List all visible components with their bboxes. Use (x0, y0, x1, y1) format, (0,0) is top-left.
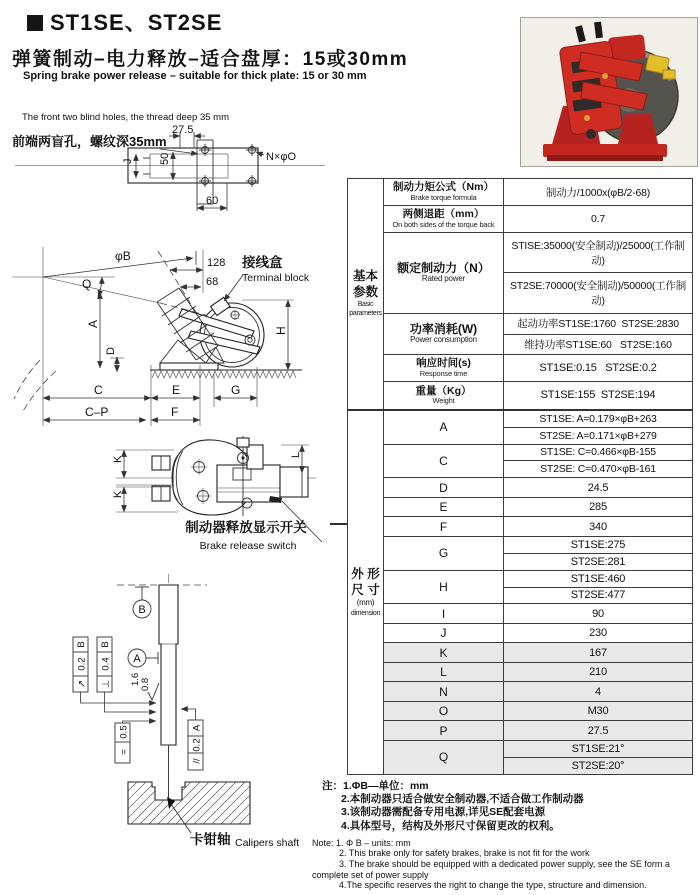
dim-label: G (384, 536, 504, 570)
d2-dim-f: F (171, 405, 179, 419)
d1-dim-j: J (122, 158, 134, 164)
row-value: ST1SE:275 (504, 536, 693, 553)
row-value: STISE:35000(安全制动)/25000(工作制动) (504, 233, 693, 273)
table-row (348, 179, 693, 206)
dim-label: K (384, 643, 504, 663)
row-value: ST1SE:0.15 ST2SE:0.2 (504, 355, 693, 382)
d4-t2-datum: B (100, 641, 111, 648)
note-en-line: 3. The brake should be equipped with a dedicated power supply, see the SE form a (339, 859, 670, 870)
d3-dim-k-upper: K (112, 455, 124, 463)
table-row (348, 497, 693, 517)
note-zh-line: 2.本制动器只适合做安全制动器,不适合做工作制动器 (341, 793, 584, 806)
row-value: 起动功率ST1SE:1760 ST2SE:2830 (504, 313, 693, 334)
group-basic-en1: Basic (357, 301, 374, 309)
brake-photo-illustration (521, 18, 697, 166)
table-row (348, 444, 693, 461)
d2-dim-128: 128 (207, 257, 226, 269)
row-value: 27.5 (504, 721, 693, 741)
d4-t4-parallel-icon: // (191, 758, 203, 764)
row-value: 制动力/1000x(φB/2-68) (504, 179, 693, 206)
group-basic-zh1: 基本 (352, 269, 378, 284)
release-switch-drawing (78, 428, 348, 560)
d1-dim-60: 60 (206, 195, 219, 207)
row-label: 制动力矩公式（Nm） Brake torque formula (384, 179, 504, 206)
table-row (348, 478, 693, 498)
calipers-shaft-drawing (55, 556, 335, 861)
table-row (348, 355, 693, 382)
row-value: ST2SE:281 (504, 553, 693, 570)
d2-dim-a: A (86, 319, 100, 328)
dim-label: Q (384, 740, 504, 774)
group-basic-en2: parameters (349, 310, 382, 318)
d4-t1-value: 0.2 (76, 657, 88, 671)
row-value: 90 (504, 604, 693, 624)
section-divider-tick (330, 523, 347, 525)
d4-t4-datum: A (191, 724, 203, 732)
row-value: 24.5 (504, 478, 693, 498)
note-zh-line: 注：1.ΦB—单位：mm (322, 780, 429, 792)
dim-label: A (384, 410, 504, 444)
d2-dim-phib: φB (115, 249, 131, 263)
d2-terminal-zh: 接线盒 (242, 255, 283, 270)
row-value: ST1SE:21° (504, 740, 693, 757)
note-en-line: 2. This brake only for safety brakes, brake is not fit for the work (339, 848, 590, 859)
dim-label: E (384, 497, 504, 517)
d1-dim-50: 50 (159, 152, 171, 165)
row-value: ST2SE:477 (504, 587, 693, 604)
d4-finish-2: 0.8 (140, 677, 151, 691)
dim-label: F (384, 517, 504, 537)
row-value: 285 (504, 497, 693, 517)
d4-t4-value: 0.2 (191, 738, 203, 752)
table-row (348, 721, 693, 741)
note-en-line: complete set of power supply (312, 869, 429, 880)
row-value: 340 (504, 517, 693, 537)
table-row (348, 701, 693, 721)
d2-dim-c: C (94, 383, 103, 397)
note-zh-line: 4.具体型号，结构及外形尺寸保留更改的权利。 (341, 819, 560, 832)
dim-label: J (384, 623, 504, 643)
d4-label-zh: 卡钳轴 (190, 832, 231, 847)
group-basic-parameters (348, 179, 384, 410)
d1-caption-zh: 前端两盲孔，螺纹深35mm (12, 134, 167, 149)
d3-label-en: Brake release switch (199, 540, 297, 552)
row-value: ST2SE: C=0.470×φB-161 (504, 461, 693, 478)
dim-label: I (384, 604, 504, 624)
page-title: ST1SE、ST2SE (50, 10, 223, 35)
d4-label-en: Calipers shaft (235, 837, 300, 849)
d3-dim-k-lower: K (112, 490, 124, 498)
table-row (348, 410, 693, 428)
group-dimensions: 外 形 尺 寸 (mm) dimension (348, 410, 384, 775)
note-zh-line: 3.该制动器需配备专用电源,详见SE配套电源 (341, 806, 546, 819)
row-value: ST1SE:155 ST2SE:194 (504, 382, 693, 410)
row-value: ST2SE:20° (504, 757, 693, 774)
row-value: 210 (504, 662, 693, 682)
row-label: 额定制动力（N） Rated power (384, 233, 504, 314)
dim-label: N (384, 682, 504, 702)
row-value: ST1SE: C=0.466×φB-155 (504, 444, 693, 461)
table-row (348, 382, 693, 410)
row-value: 维持功率ST1SE:60 ST2SE:160 (504, 334, 693, 355)
table-row (348, 206, 693, 233)
group-basic-zh2: 参数 (352, 284, 378, 299)
d2-dim-g: G (231, 383, 241, 397)
row-value: M30 (504, 701, 693, 721)
d1-caption-en: The front two blind holes, the thread deep 35 mm (22, 112, 230, 123)
row-value: 167 (504, 643, 693, 663)
table-row (348, 623, 693, 643)
d1-dim-nxo: N×φO (266, 151, 297, 163)
d4-t2-perpendicular-icon: ⊥ (100, 679, 112, 689)
row-value: 4 (504, 682, 693, 702)
blind-holes-drawing (10, 108, 340, 248)
row-value: ST1SE:460 (504, 570, 693, 587)
d1-dim-27-5: 27.5 (172, 124, 194, 136)
note-en-line: 4.The specific reserves the right to change the type, structure and dimension. (339, 880, 647, 891)
table-row (348, 517, 693, 537)
table-row (348, 682, 693, 702)
row-label: 功率消耗(W) Power consumption (384, 313, 504, 355)
row-value: 0.7 (504, 206, 693, 233)
note-en-line: Note: 1. Φ B – units: mm (312, 837, 411, 848)
table-row (348, 233, 693, 273)
d2-dim-cp: C–P (85, 405, 109, 419)
d3-dim-l: L (290, 451, 302, 458)
d4-datum-a: A (133, 653, 141, 665)
subtitle-en: Spring brake power release – suitable for thick plate: 15 or 30 mm (23, 70, 367, 82)
dim-label: O (384, 701, 504, 721)
dim-label: D (384, 478, 504, 498)
table-row (348, 570, 693, 587)
d3-label-zh: 制动器释放显示开关 (185, 520, 307, 535)
side-view-drawing (10, 245, 345, 440)
d4-datum-b: B (138, 604, 146, 616)
d2-angle-q: Q (82, 277, 92, 291)
d2-dim-d: D (105, 347, 117, 355)
notes-block (312, 780, 698, 891)
dim-label: P (384, 721, 504, 741)
d4-t1-runout-icon: ↗ (76, 680, 88, 688)
table-row (348, 313, 693, 334)
row-label: 响应时间(s) Response time (384, 355, 504, 382)
row-label: 两侧退距（mm） On both sides of the torque back (384, 206, 504, 233)
d4-t3-symmetry-icon: = (118, 749, 130, 755)
d4-t2-value: 0.4 (100, 657, 112, 671)
dim-label: L (384, 662, 504, 682)
dim-label: H (384, 570, 504, 604)
title-bullet-square (27, 15, 43, 31)
table-row (348, 740, 693, 757)
dim-label: C (384, 444, 504, 478)
subtitle-zh: 弹簧制动–电力释放–适合盘厚：15或30mm (12, 49, 409, 70)
table-row (348, 662, 693, 682)
table-row (348, 604, 693, 624)
row-value: ST1SE: A=0.179×φB+263 (504, 410, 693, 428)
row-value: 230 (504, 623, 693, 643)
table-row (348, 643, 693, 663)
d4-t1-datum: B (76, 641, 87, 648)
d2-dim-e: E (172, 383, 181, 397)
d4-t3-value: 0.5 (118, 725, 130, 739)
d2-dim-h: H (274, 326, 288, 335)
row-value: ST2SE: A=0.171×φB+279 (504, 427, 693, 444)
row-label: 重量（Kg） Weight (384, 382, 504, 410)
table-row (348, 536, 693, 553)
d2-dim-68: 68 (206, 276, 219, 288)
d4-finish-1: 1.6 (130, 672, 141, 686)
spec-table (347, 178, 693, 775)
row-value: ST2SE:70000(安全制动)/50000(工作制动) (504, 273, 693, 313)
d2-terminal-en: Terminal block (242, 272, 310, 284)
product-photo (520, 17, 698, 167)
